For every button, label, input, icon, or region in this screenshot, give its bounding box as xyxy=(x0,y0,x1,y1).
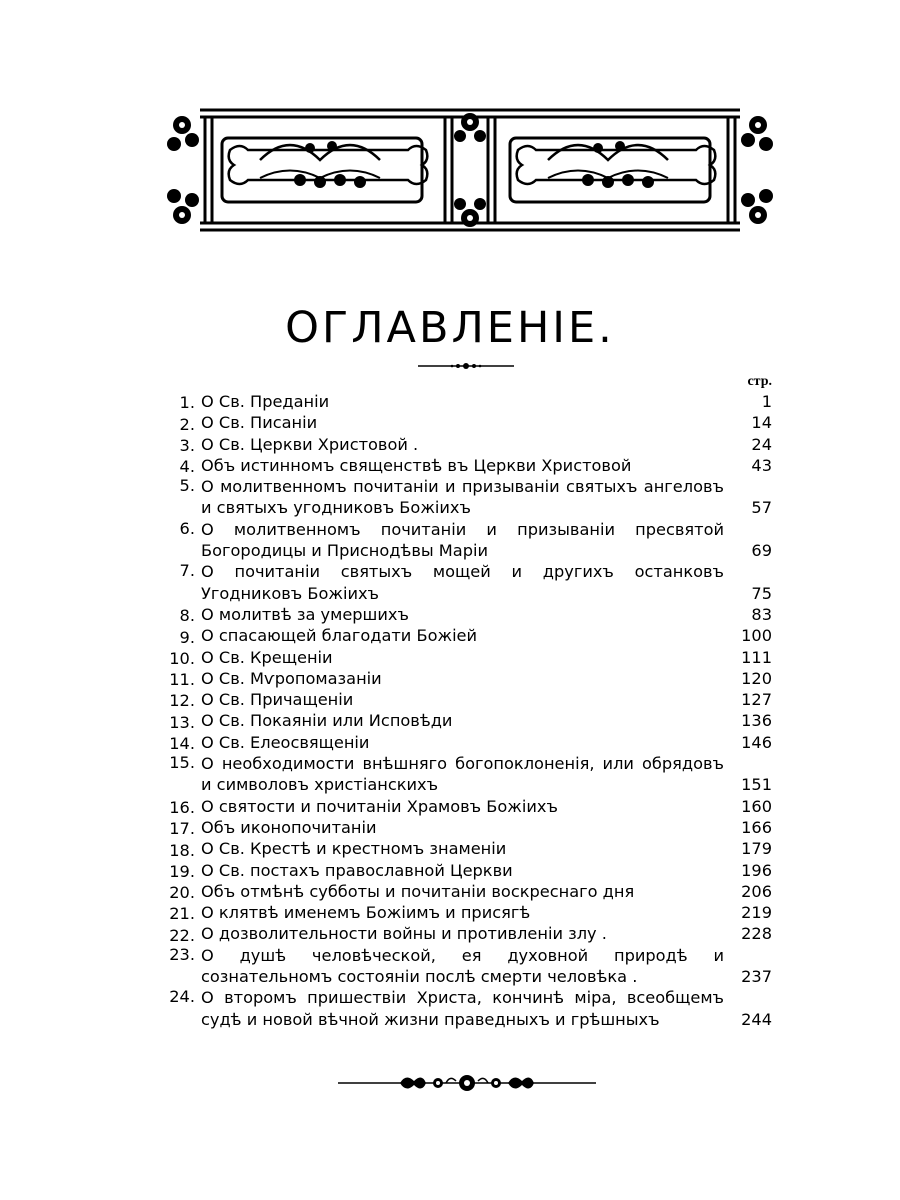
toc-entry xyxy=(162,434,772,455)
toc-entry xyxy=(162,625,772,646)
entry-number: 6. xyxy=(179,518,195,538)
toc-entry xyxy=(162,987,772,1030)
entry-title: О Св. Покаяніи или Исповѣди xyxy=(201,711,453,731)
toc-entry xyxy=(162,476,772,519)
entry-title: О Св. Преданіи xyxy=(201,392,330,411)
entry-page: 57 xyxy=(751,498,772,518)
entry-number: 1. xyxy=(179,393,195,413)
entry-title: О необходимости внѣшняго богопоклоненія, или обрядовъ и символовъ христіанскихъ xyxy=(201,754,724,795)
toc-entry xyxy=(162,902,772,923)
toc-entry xyxy=(162,838,772,859)
entry-number: 15. xyxy=(169,753,195,773)
toc-entry xyxy=(162,689,772,710)
toc-entry xyxy=(162,732,772,753)
entry-page: 120 xyxy=(741,668,772,688)
entry-page: 43 xyxy=(751,455,772,475)
toc-entry xyxy=(162,391,772,412)
toc-entry xyxy=(162,668,772,689)
toc-entry xyxy=(162,604,772,625)
entry-title: О молитвенномъ почитаніи и призываніи святыхъ ангеловъ и святыхъ угодниковъ Божіихъ xyxy=(201,477,724,518)
entry-number: 7. xyxy=(179,561,195,581)
entry-number: 18. xyxy=(169,840,195,860)
entry-title: О молитвѣ за умершихъ xyxy=(201,604,409,624)
entry-number: 8. xyxy=(179,606,195,626)
entry-number: 12. xyxy=(169,691,195,711)
entry-page: 219 xyxy=(741,903,772,923)
entry-page: 111 xyxy=(741,647,772,667)
entry-title: О Св. Причащеніи xyxy=(201,690,354,710)
entry-page: 166 xyxy=(741,817,772,837)
entry-title: О почитаніи святыхъ мощей и другихъ останковъ Угодниковъ Божіихъ xyxy=(201,562,724,603)
toc-entry xyxy=(162,796,772,817)
entry-page: 146 xyxy=(741,732,772,752)
entry-title: Объ иконопочитаніи xyxy=(201,817,377,837)
table-of-contents xyxy=(162,391,772,1030)
entry-title: О дозволительности войны и противленіи злу . xyxy=(201,924,607,944)
entry-page: 1 xyxy=(761,392,772,411)
entry-number: 20. xyxy=(169,883,195,903)
entry-number: 24. xyxy=(169,987,195,1007)
toc-entry xyxy=(162,923,772,944)
entry-title: О Св. Крестѣ и крестномъ знаменіи xyxy=(201,839,507,859)
entry-page: 14 xyxy=(751,413,772,433)
entry-page: 244 xyxy=(741,1009,772,1029)
entry-page: 75 xyxy=(751,583,772,603)
entry-page: 237 xyxy=(741,967,772,987)
entry-page: 24 xyxy=(751,434,772,454)
entry-number: 13. xyxy=(169,712,195,732)
ornamental-headpiece xyxy=(160,100,780,240)
entry-number: 14. xyxy=(169,734,195,754)
entry-number: 9. xyxy=(179,627,195,647)
entry-number: 23. xyxy=(169,944,195,964)
entry-page: 83 xyxy=(751,604,772,624)
entry-title: О Св. Елеосвященіи xyxy=(201,732,370,752)
page-title: ОГЛАВЛЕНІЕ. xyxy=(285,303,615,353)
entry-title: О спасающей благодати Божіей xyxy=(201,626,478,646)
entry-number: 2. xyxy=(179,414,195,434)
toc-entry xyxy=(162,817,772,838)
entry-page: 127 xyxy=(741,690,772,710)
toc-entry xyxy=(162,519,772,562)
toc-entry xyxy=(162,945,772,988)
entry-number: 17. xyxy=(169,819,195,839)
toc-entry xyxy=(162,455,772,476)
toc-entry xyxy=(162,860,772,881)
entry-title: О Св. Крещеніи xyxy=(201,647,333,667)
entry-page: 160 xyxy=(741,796,772,816)
entry-page: 196 xyxy=(741,860,772,880)
entry-number: 10. xyxy=(169,648,195,668)
entry-title: О Св. Мѵропомазаніи xyxy=(201,668,382,688)
entry-number: 3. xyxy=(179,435,195,455)
entry-title: О Св. Писаніи xyxy=(201,413,318,433)
entry-title: Объ отмѣнѣ субботы и почитаніи воскреснаго дня xyxy=(201,881,635,901)
entry-page: 228 xyxy=(741,924,772,944)
toc-entry xyxy=(162,753,772,796)
entry-page: 100 xyxy=(741,626,772,646)
entry-number: 4. xyxy=(179,457,195,477)
entry-number: 16. xyxy=(169,797,195,817)
entry-title: О Св. постахъ православной Церкви xyxy=(201,860,513,880)
toc-entry xyxy=(162,881,772,902)
toc-entry xyxy=(162,647,772,668)
entry-number: 5. xyxy=(179,476,195,496)
entry-title: Объ истинномъ священствѣ въ Церкви Христовой xyxy=(201,455,632,475)
entry-page: 151 xyxy=(741,775,772,795)
entry-title: О святости и почитаніи Храмовъ Божіихъ xyxy=(201,796,558,816)
entry-page: 206 xyxy=(741,881,772,901)
entry-title: О молитвенномъ почитаніи и призываніи пресвятой Богородицы и Приснодѣвы Маріи xyxy=(201,519,724,561)
entry-number: 21. xyxy=(169,904,195,924)
entry-number: 19. xyxy=(169,861,195,881)
entry-title: О второмъ пришествіи Христа, кончинѣ міра, всеобщемъ судѣ и новой вѣчной жизни праведныхъ и грѣшныхъ xyxy=(201,988,724,1029)
page-column-label: стр. xyxy=(747,374,772,389)
entry-page: 179 xyxy=(741,839,772,859)
toc-entry xyxy=(162,561,772,604)
ornamental-tailpiece xyxy=(338,1072,596,1094)
entry-page: 69 xyxy=(751,541,772,561)
entry-title: О душѣ человѣческой, ея духовной природѣ и сознательномъ состояніи послѣ смерти человѣка . xyxy=(201,945,724,987)
title-ornament xyxy=(418,360,514,372)
toc-entry xyxy=(162,710,772,731)
entry-title: О Св. Церкви Христовой . xyxy=(201,434,419,454)
entry-page: 136 xyxy=(741,711,772,731)
entry-title: О клятвѣ именемъ Божіимъ и присягѣ xyxy=(201,903,531,923)
entry-number: 22. xyxy=(169,925,195,945)
toc-entry xyxy=(162,412,772,433)
entry-number: 11. xyxy=(169,670,195,690)
